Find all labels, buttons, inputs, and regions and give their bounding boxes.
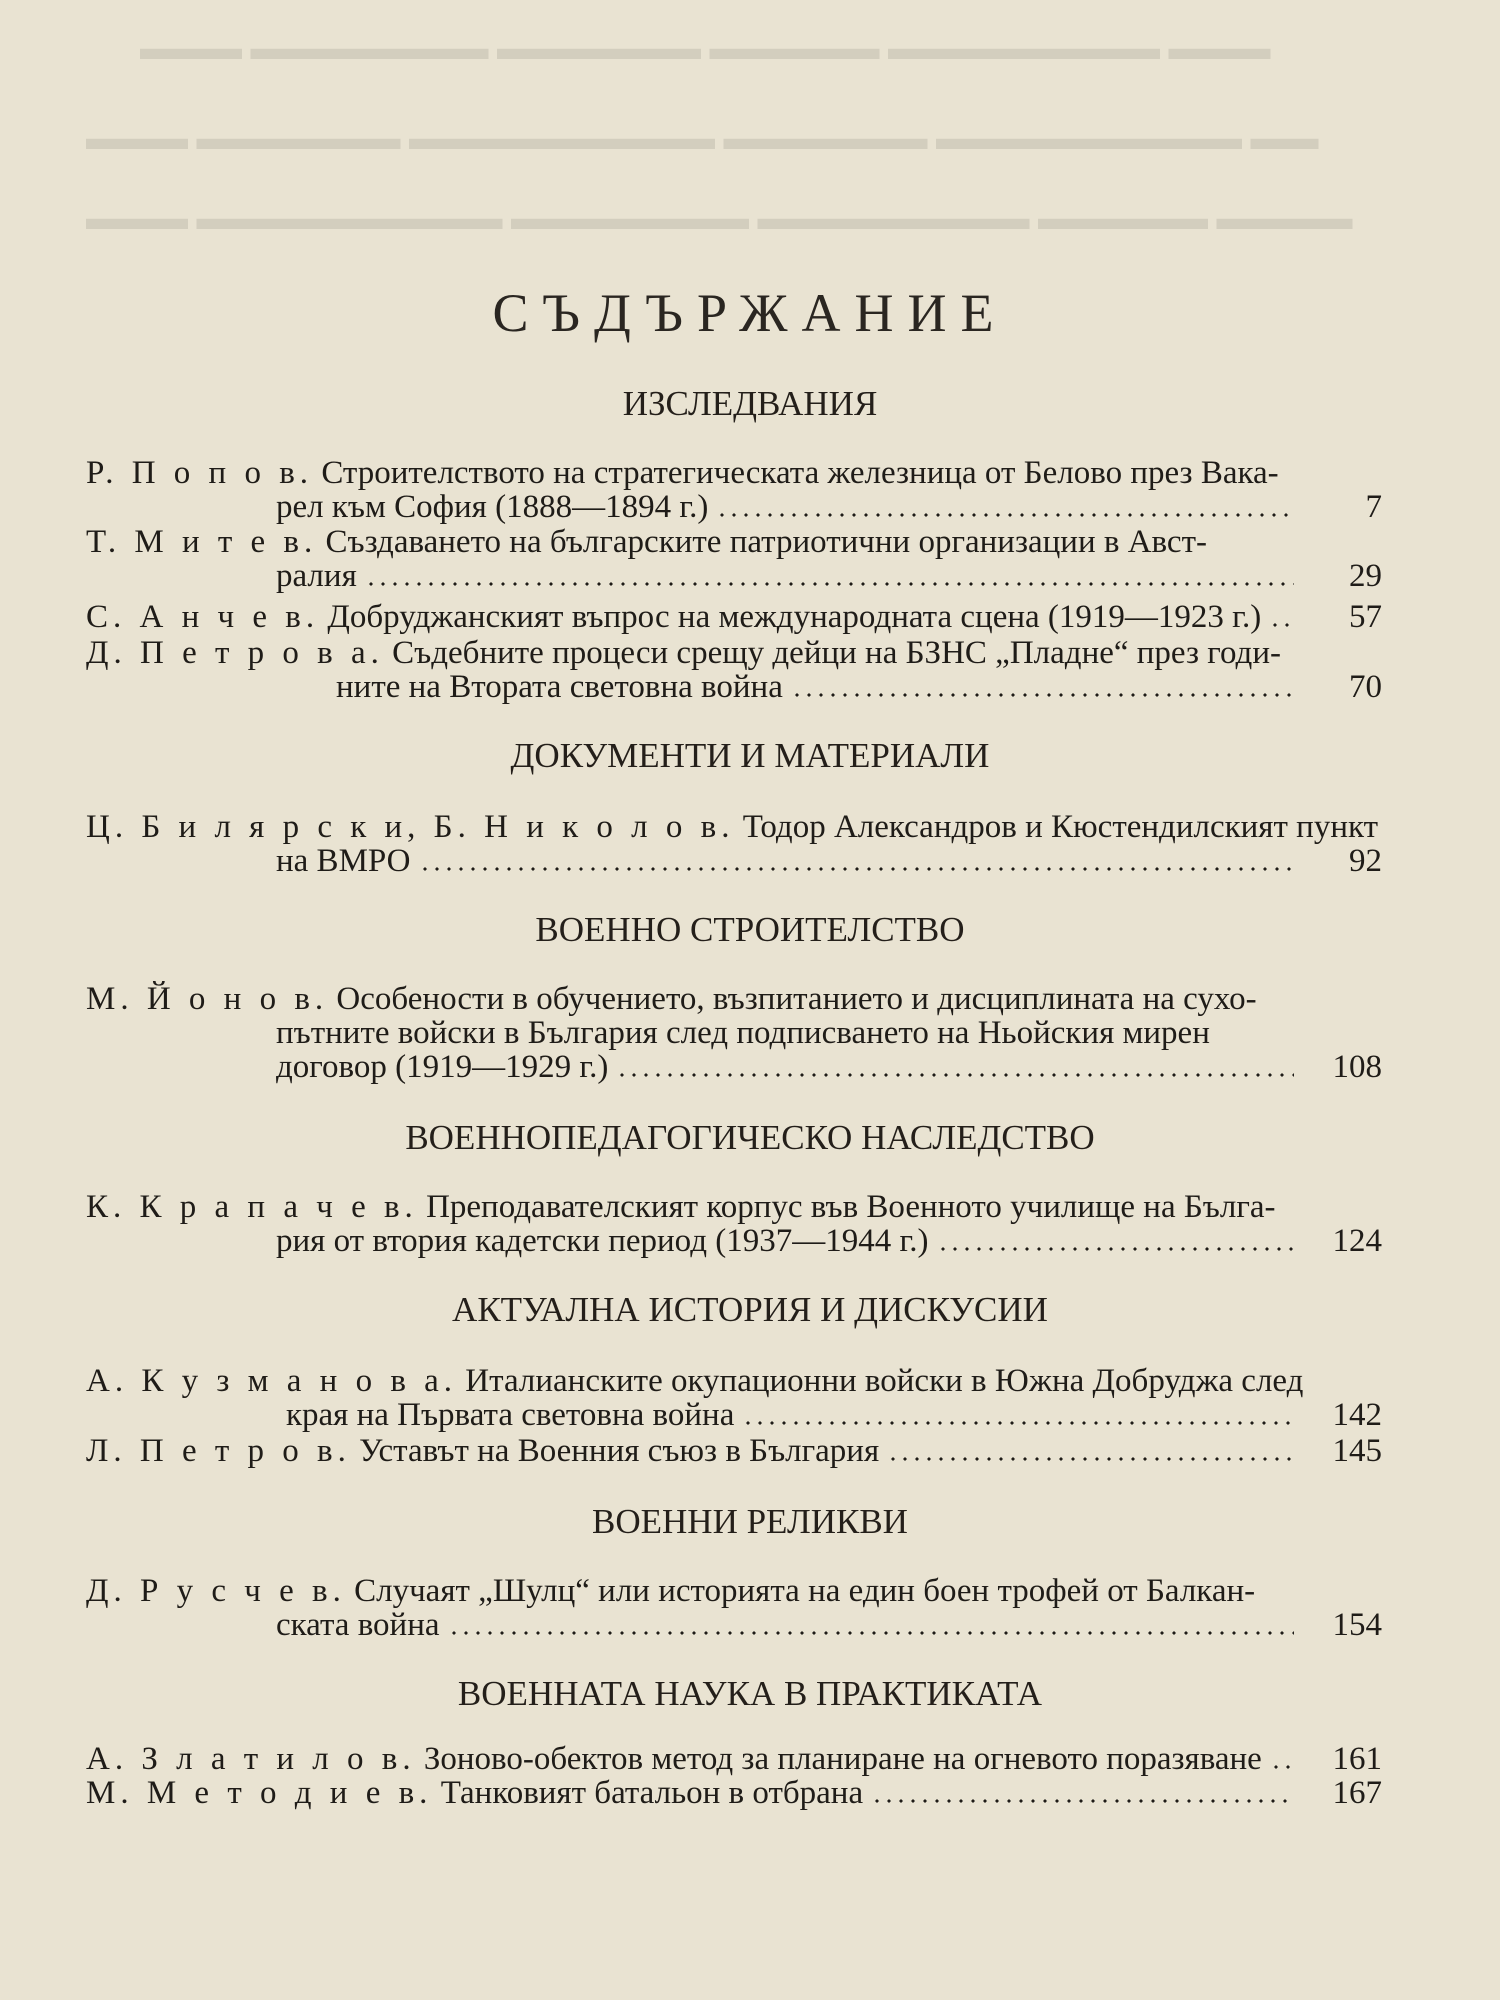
entry-title: рел към София (1888—1894 г.) xyxy=(276,489,709,525)
entry-title: Танковият батальон в отбрана xyxy=(440,1775,864,1811)
entry-title: ралия xyxy=(276,558,357,594)
entry-author: К. К р а п а ч е в. xyxy=(86,1189,418,1225)
entry-title: Добруджанският въпрос на международната сцена (1919—1923 г.) xyxy=(327,599,1262,635)
page-number: 108 xyxy=(1332,1049,1382,1085)
entry-author: Ц. Б и л я р с к и, Б. Н и к о л о в. xyxy=(86,809,735,845)
page-number: 145 xyxy=(1332,1433,1382,1469)
entry-author: Р. П о п о в. xyxy=(86,455,314,491)
page-number: 124 xyxy=(1332,1223,1382,1259)
entry-title: края на Първата световна война xyxy=(286,1397,735,1433)
entry-author: Д. П е т р о в а. xyxy=(86,635,384,671)
page-number: 29 xyxy=(1349,558,1382,594)
toc-entry[interactable] xyxy=(86,1574,1382,1642)
section-heading: ВОЕННО СТРОИТЕЛСТВО xyxy=(535,910,965,949)
dot-leader xyxy=(1269,623,1294,627)
dot-leader xyxy=(365,582,1294,586)
entry-author: Л. П е т р о в. xyxy=(86,1433,351,1469)
entry-title: ската война xyxy=(276,1607,440,1643)
bleed-through-text: ▬▬▬ ▬▬▬▬▬▬▬▬▬ ▬▬▬▬▬▬▬ ▬▬▬▬▬▬▬▬ ▬▬▬▬▬ ▬▬▬▬ xyxy=(86,200,1353,237)
toc-entry[interactable] xyxy=(86,1190,1382,1258)
entry-author: М. Й о н о в. xyxy=(86,981,329,1017)
entry-title: Тодор Александров и Кюстендилският пункт xyxy=(742,809,1379,845)
page-number: 92 xyxy=(1349,843,1382,879)
bleed-through-text: ▬▬▬ ▬▬▬▬▬▬▬ ▬▬▬▬▬▬ ▬▬▬▬▬ ▬▬▬▬▬▬▬▬ ▬▬▬ xyxy=(140,30,1271,67)
page-number: 142 xyxy=(1332,1397,1382,1433)
page-title: СЪДЪРЖАНИЕ xyxy=(492,283,1008,343)
section-heading: АКТУАЛНА ИСТОРИЯ И ДИСКУСИИ xyxy=(452,1290,1048,1329)
toc-entry[interactable] xyxy=(86,1434,1382,1468)
dot-leader xyxy=(871,1799,1294,1803)
toc-entry[interactable] xyxy=(86,1364,1382,1432)
entry-title: Преподавателският корпус във Военното училище на Бълга- xyxy=(426,1189,1276,1225)
entry-title: Зоново-обектов метод за планиране на огневото поразяване xyxy=(423,1741,1262,1777)
dot-leader xyxy=(887,1457,1294,1461)
section-heading: ВОЕННАТА НАУКА В ПРАКТИКАТА xyxy=(457,1674,1043,1713)
dot-leader xyxy=(716,513,1294,517)
entry-author: М. М е т о д и е в. xyxy=(86,1775,433,1811)
bleed-through-text: ▬▬▬ ▬▬▬▬▬▬ ▬▬▬▬▬▬▬▬▬ ▬▬▬▬▬▬ ▬▬▬▬▬▬▬▬▬ ▬▬ xyxy=(86,120,1319,157)
page-number: 7 xyxy=(1365,489,1382,525)
dot-leader xyxy=(616,1073,1294,1077)
dot-leader xyxy=(448,1631,1294,1635)
entry-title: договор (1919—1929 г.) xyxy=(276,1049,609,1085)
page-number: 57 xyxy=(1349,599,1382,635)
toc-entry[interactable] xyxy=(86,636,1382,704)
entry-title: ните на Втората световна война xyxy=(336,669,783,705)
toc-entry[interactable] xyxy=(86,600,1382,634)
page-number: 167 xyxy=(1332,1775,1382,1811)
page-number: 154 xyxy=(1332,1607,1382,1643)
entry-title: Създаването на българските патриотични организации в Авст- xyxy=(325,524,1207,560)
toc-entry[interactable] xyxy=(86,456,1382,524)
entry-title: рия от втория кадетски период (1937—1944 г.) xyxy=(276,1223,929,1259)
entry-title: Особености в обучението, възпитанието и дисциплината на сухо- xyxy=(336,981,1257,1017)
entry-title: Съдебните процеси срещу дейци на БЗНС „Пладне“ през годи- xyxy=(392,635,1281,671)
entry-title: Случаят „Шулц“ или историята на един боен трофей от Балкан- xyxy=(354,1573,1256,1609)
page-number: 161 xyxy=(1332,1741,1382,1777)
entry-author: А. З л а т и л о в. xyxy=(86,1741,416,1777)
section-heading: ДОКУМЕНТИ И МАТЕРИАЛИ xyxy=(510,736,990,775)
entry-author: Д. Р у с ч е в. xyxy=(86,1573,346,1609)
toc-entry[interactable] xyxy=(86,982,1382,1084)
page-number: 70 xyxy=(1349,669,1382,705)
toc-entry[interactable] xyxy=(86,525,1382,593)
dot-leader xyxy=(791,693,1294,697)
dot-leader xyxy=(742,1421,1294,1425)
toc-entry[interactable] xyxy=(86,810,1382,878)
dot-leader xyxy=(937,1247,1294,1251)
toc-entry[interactable] xyxy=(86,1776,1382,1810)
entry-title: Уставът на Военния съюз в България xyxy=(359,1433,880,1469)
entry-title: Италианските окупационни войски в Южна Добруджа след xyxy=(465,1363,1304,1399)
entry-author: А. К у з м а н о в а. xyxy=(86,1363,458,1399)
section-heading: ВОЕННОПЕДАГОГИЧЕСКО НАСЛЕДСТВО xyxy=(405,1118,1095,1157)
entry-author: Т. М и т е в. xyxy=(86,524,318,560)
section-heading: ВОЕННИ РЕЛИКВИ xyxy=(592,1502,908,1541)
entry-title: на ВМРО xyxy=(276,843,411,879)
dot-leader xyxy=(419,867,1295,871)
dot-leader xyxy=(1270,1765,1294,1769)
section-heading: ИЗСЛЕДВАНИЯ xyxy=(622,384,878,423)
entry-author: С. А н ч е в. xyxy=(86,599,320,635)
entry-title: пътните войски в България след подписването на Ньойския мирен xyxy=(276,1015,1210,1051)
toc-entry[interactable] xyxy=(86,1742,1382,1776)
entry-title: Строителството на стратегическата железница от Белово през Вака- xyxy=(321,455,1279,491)
